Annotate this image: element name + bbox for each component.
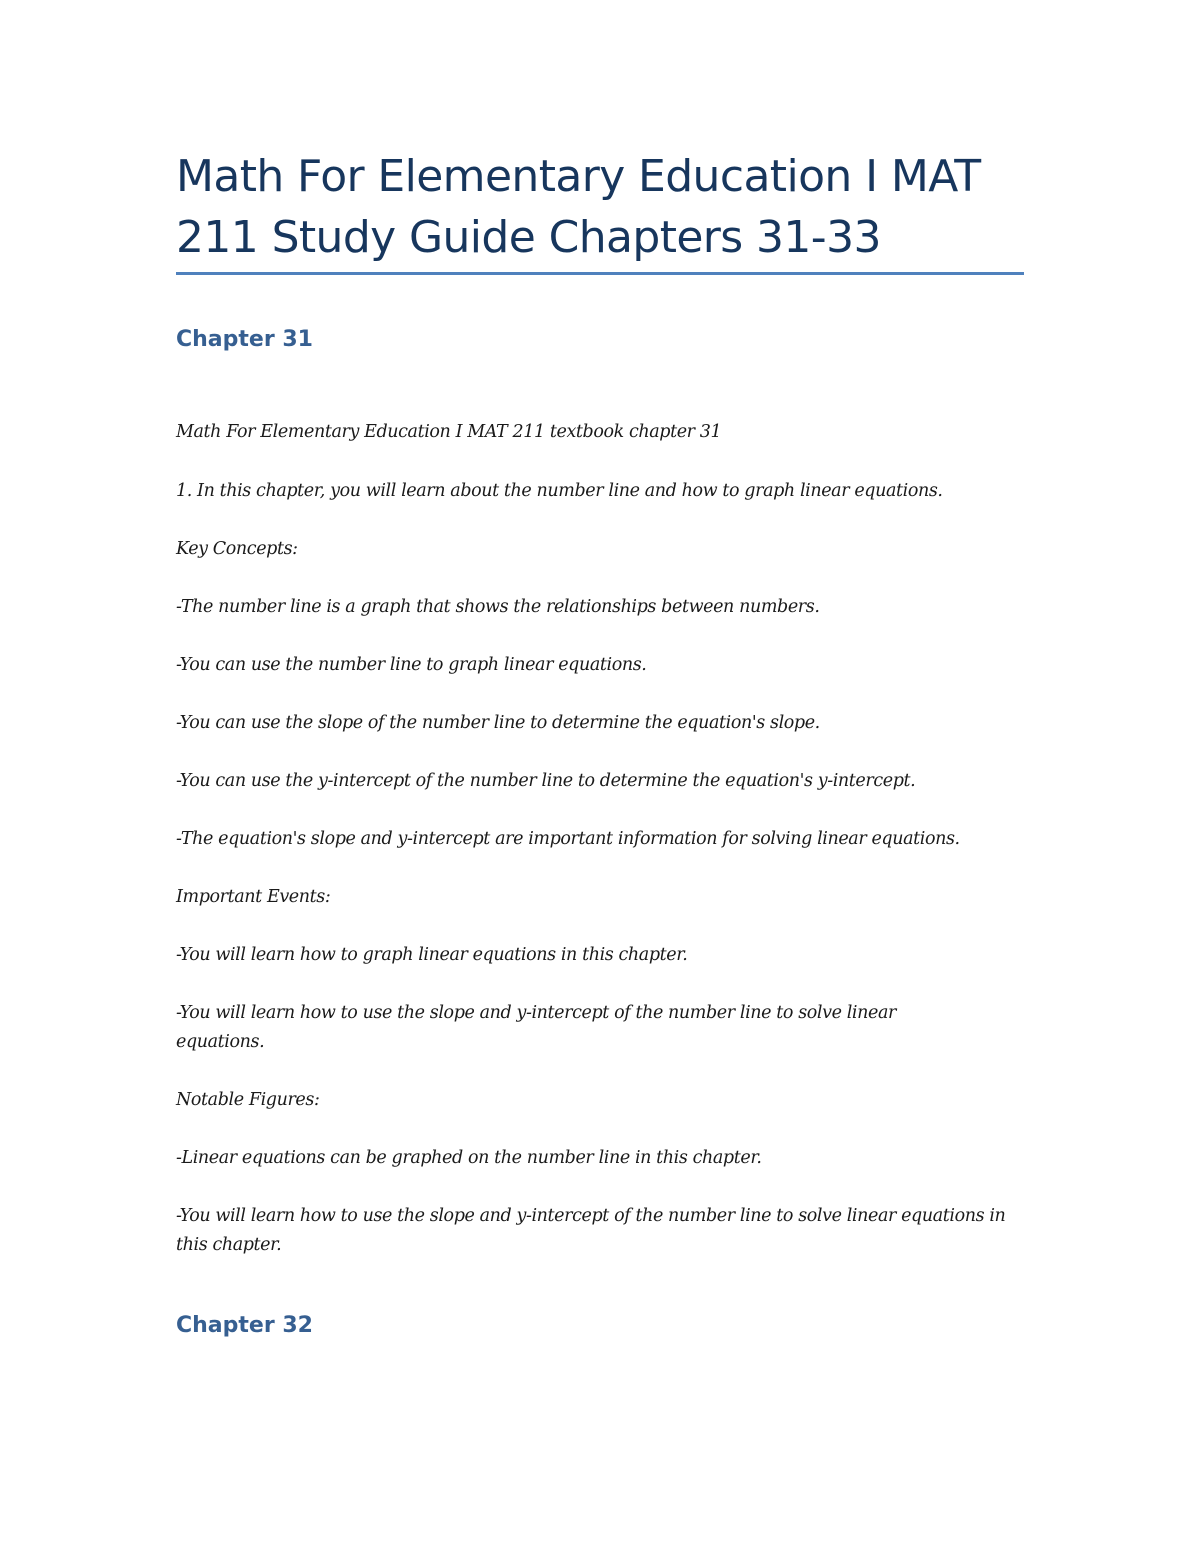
key-concept-item: -The equation's slope and y-intercept are important information for solving linear equations.	[176, 829, 960, 849]
key-concept-item: -You can use the number line to graph linear equations.	[176, 655, 647, 675]
chapter-intro: 1. In this chapter, you will learn about the number line and how to graph linear equations.	[176, 481, 943, 501]
chapter-32-heading: Chapter 32	[176, 1313, 313, 1338]
notable-figures-label: Notable Figures:	[176, 1090, 320, 1110]
document-title	[176, 146, 1024, 268]
important-event-item: -You will learn how to use the slope and y-intercept of the number line to solve linear equations.	[176, 1003, 896, 1052]
key-concept-item: -You can use the y-intercept of the number line to determine the equation's y-intercept.	[176, 771, 916, 791]
document-title-line-1: Math For Elementary Education I MAT	[176, 151, 981, 202]
title-underline-rule	[176, 272, 1024, 275]
important-event-item: -You will learn how to graph linear equations in this chapter.	[176, 945, 688, 965]
title-block	[176, 146, 1024, 268]
notable-figure-item: -You will learn how to use the slope and y-intercept of the number line to solve linear equations in this chapter.	[176, 1206, 1006, 1255]
notable-figure-item: -Linear equations can be graphed on the number line in this chapter.	[176, 1148, 762, 1168]
key-concepts-label: Key Concepts:	[176, 539, 298, 559]
chapter-31-heading: Chapter 31	[176, 327, 313, 352]
textbook-reference: Math For Elementary Education I MAT 211 textbook chapter 31	[176, 422, 722, 442]
document-title-line-2: 211 Study Guide Chapters 31-33	[176, 212, 881, 263]
key-concept-item: -The number line is a graph that shows the relationships between numbers.	[176, 597, 820, 617]
important-events-label: Important Events:	[176, 887, 331, 907]
key-concept-item: -You can use the slope of the number line to determine the equation's slope.	[176, 713, 820, 733]
